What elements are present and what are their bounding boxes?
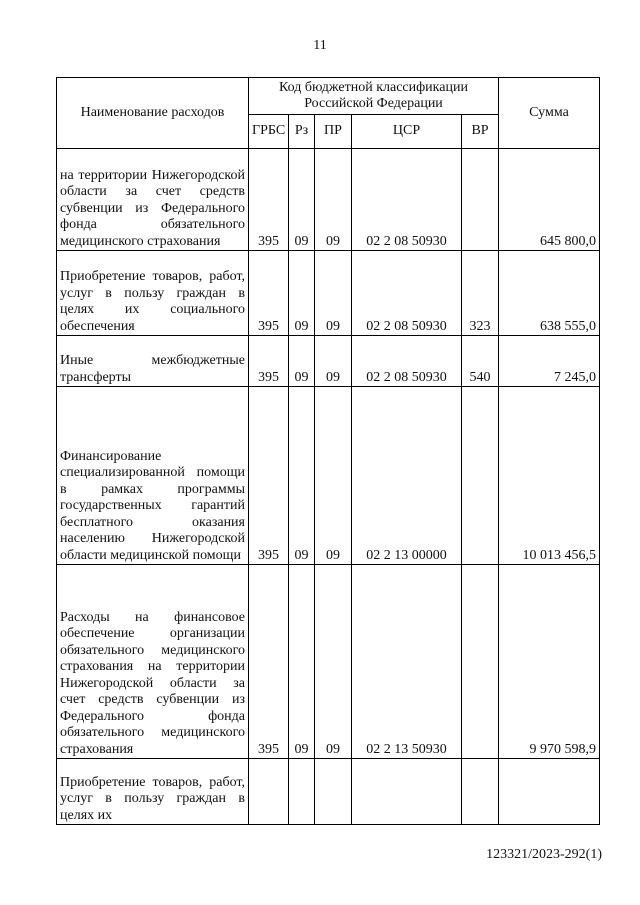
row-sum: 10 013 456,5 xyxy=(499,387,600,565)
table-row xyxy=(57,149,600,251)
row-csr: 02 2 08 50930 xyxy=(352,251,462,336)
header-name: Наименование расходов xyxy=(57,78,249,149)
row-rz: 09 xyxy=(289,565,315,759)
row-name: Приобретение товаров, работ, услуг в пользу граждан в целях их xyxy=(57,759,249,825)
row-rz: 09 xyxy=(289,149,315,251)
row-grbs: 395 xyxy=(249,149,289,251)
row-vr: 323 xyxy=(462,251,499,336)
row-grbs: 395 xyxy=(249,251,289,336)
header-csr: ЦСР xyxy=(352,115,462,149)
table-header-row xyxy=(57,78,600,115)
document-id: 123321/2023-292(1) xyxy=(486,847,602,862)
row-rz: 09 xyxy=(289,336,315,387)
header-vr: ВР xyxy=(462,115,499,149)
row-csr: 02 2 13 00000 xyxy=(352,387,462,565)
row-csr xyxy=(352,759,462,825)
row-vr xyxy=(462,759,499,825)
table-row xyxy=(57,336,600,387)
row-vr xyxy=(462,387,499,565)
row-grbs: 395 xyxy=(249,387,289,565)
table-row xyxy=(57,565,600,759)
row-name: Приобретение товаров, работ, услуг в пользу граждан в целях их социального обеспечения xyxy=(57,251,249,336)
row-grbs: 395 xyxy=(249,565,289,759)
row-sum xyxy=(499,759,600,825)
row-pr: 09 xyxy=(315,336,352,387)
row-csr: 02 2 13 50930 xyxy=(352,565,462,759)
row-pr: 09 xyxy=(315,565,352,759)
table-row xyxy=(57,251,600,336)
row-rz: 09 xyxy=(289,387,315,565)
row-sum: 645 800,0 xyxy=(499,149,600,251)
row-name: Расходы на финансовое обеспечение организации обязательного медицинского страхования на территории Нижегородской области за счет средств субвенции из Федерального фонда обязательного медицинского страхования xyxy=(57,565,249,759)
row-vr xyxy=(462,565,499,759)
row-name: Иные межбюджетные трансферты xyxy=(57,336,249,387)
header-sum: Сумма xyxy=(499,78,600,149)
row-vr xyxy=(462,149,499,251)
row-grbs: 395 xyxy=(249,336,289,387)
header-grbs: ГРБС xyxy=(249,115,289,149)
table-row xyxy=(57,387,600,565)
header-code-group: Код бюджетной классификации Российской Федерации xyxy=(249,78,499,115)
row-rz xyxy=(289,759,315,825)
row-name: Финансирование специализированной помощи в рамках программы государственных гарантий бесплатного оказания населению Нижегородской области медицинской помощи xyxy=(57,387,249,565)
row-pr: 09 xyxy=(315,387,352,565)
header-pr: ПР xyxy=(315,115,352,149)
row-pr: 09 xyxy=(315,251,352,336)
row-sum: 9 970 598,9 xyxy=(499,565,600,759)
row-vr: 540 xyxy=(462,336,499,387)
row-csr: 02 2 08 50930 xyxy=(352,149,462,251)
row-pr xyxy=(315,759,352,825)
row-pr: 09 xyxy=(315,149,352,251)
table-row xyxy=(57,759,600,825)
row-rz: 09 xyxy=(289,251,315,336)
row-grbs xyxy=(249,759,289,825)
row-name: на территории Нижегородской области за счет средств субвенции из Федерального фонда обязательного медицинского страхования xyxy=(57,149,249,251)
page-number: 11 xyxy=(313,38,327,53)
header-rz: Рз xyxy=(289,115,315,149)
row-sum: 638 555,0 xyxy=(499,251,600,336)
budget-table xyxy=(56,77,600,825)
row-csr: 02 2 08 50930 xyxy=(352,336,462,387)
row-sum: 7 245,0 xyxy=(499,336,600,387)
